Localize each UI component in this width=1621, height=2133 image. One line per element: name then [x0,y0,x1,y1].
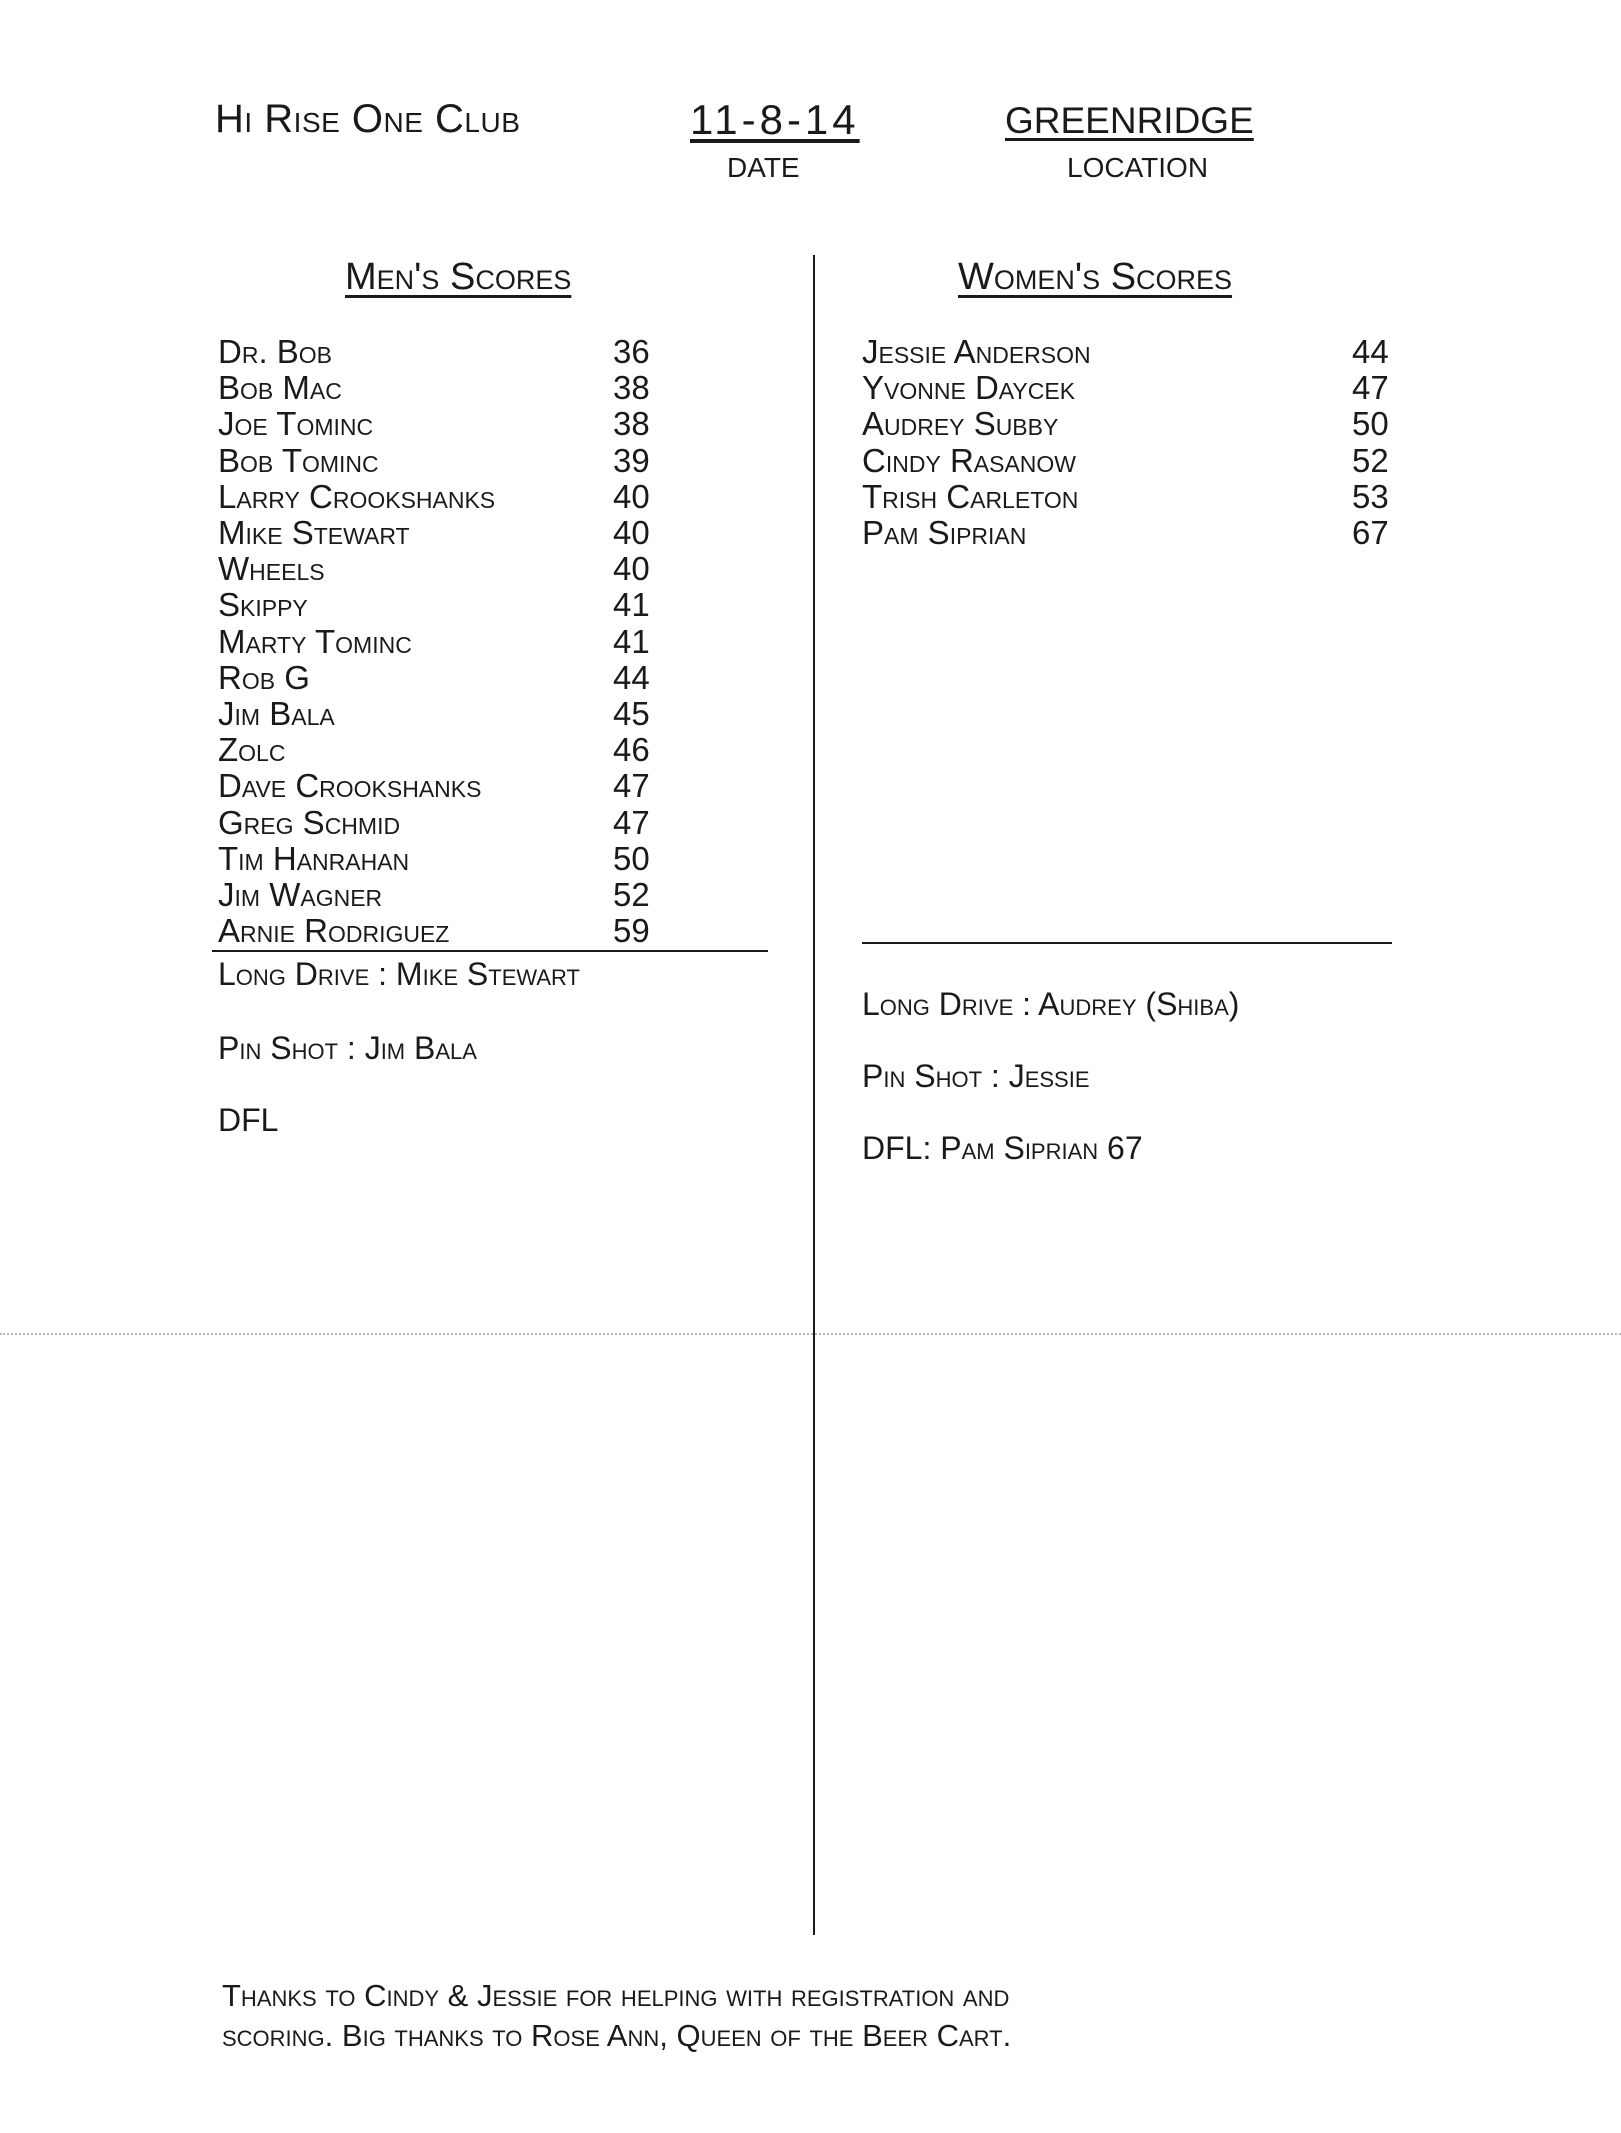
player-score: 47 [613,803,650,841]
player-score: 52 [613,875,650,913]
list-item [218,804,698,840]
list-item [218,660,698,696]
player-name: Tim Hanrahan [218,839,410,877]
list-item [862,334,1407,370]
player-name: Joe Tominc [218,405,374,443]
womens-list-rule [862,942,1392,944]
player-score: 44 [1352,333,1389,371]
player-score: 38 [613,405,650,443]
mens-score-list [218,334,698,949]
player-score: 47 [1352,369,1389,407]
footer-line-2: scoring. Big thanks to Rose Ann, Queen of the Beer Cart. [222,2018,1012,2053]
player-score: 40 [613,514,650,552]
player-score: 40 [613,477,650,515]
list-item [862,370,1407,406]
list-item [218,624,698,660]
list-item [862,443,1407,479]
list-item [218,696,698,732]
list-item [218,913,698,949]
footer-line-1: Thanks to Cindy & Jessie for helping with registration and [222,1978,1010,2013]
scan-dotted-line [0,1333,1621,1335]
player-name: Marty Tominc [218,622,412,660]
player-name: Trish Carleton [862,477,1079,515]
player-name: Wheels [218,550,325,588]
mens-dfl: DFL [218,1102,279,1138]
list-item [218,406,698,442]
list-item [862,406,1407,442]
player-score: 50 [1352,405,1389,443]
player-name: Dr. Bob [218,333,333,371]
player-score: 46 [613,731,650,769]
date-caption: DATE [727,152,800,183]
list-item [218,479,698,515]
list-item [218,515,698,551]
player-name: Audrey Subby [862,405,1059,443]
club-name: Hi Rise One Club [215,97,521,141]
event-date: 11-8-14 [690,96,860,143]
player-score: 53 [1352,477,1389,515]
list-item [218,877,698,913]
mens-pin-shot: Pin Shot : Jim Bala [218,1030,477,1066]
womens-long-drive: Long Drive : Audrey (Shiba) [862,986,1240,1022]
list-item [218,587,698,623]
player-name: Skippy [218,586,308,624]
player-name: Pam Siprian [862,514,1027,552]
mens-long-drive: Long Drive : Mike Stewart [218,956,580,992]
list-item [218,334,698,370]
list-item [218,370,698,406]
player-name: Jim Bala [218,694,335,732]
player-name: Larry Crookshanks [218,477,496,515]
player-name: Cindy Rasanow [862,441,1077,479]
player-name: Greg Schmid [218,803,401,841]
player-score: 41 [613,622,650,660]
womens-dfl: DFL: Pam Siprian 67 [862,1130,1143,1166]
player-score: 47 [613,767,650,805]
player-score: 41 [613,586,650,624]
womens-score-list [862,334,1407,551]
player-score: 36 [613,333,650,371]
list-item [862,515,1407,551]
player-name: Arnie Rodriguez [218,912,450,950]
player-name: Zolc [218,731,286,769]
player-score: 44 [613,658,650,696]
list-item [218,768,698,804]
player-name: Dave Crookshanks [218,767,482,805]
player-name: Mike Stewart [218,514,410,552]
womens-scores-title: Women's Scores [958,256,1233,298]
player-name: Yvonne Daycek [862,369,1076,407]
player-name: Jessie Anderson [862,333,1091,371]
mens-list-rule [212,950,768,952]
player-score: 52 [1352,441,1389,479]
player-score: 39 [613,441,650,479]
player-name: Jim Wagner [218,875,383,913]
player-name: Bob Tominc [218,441,379,479]
player-score: 67 [1352,514,1389,552]
player-name: Bob Mac [218,369,342,407]
womens-pin-shot: Pin Shot : Jessie [862,1058,1090,1094]
list-item [218,443,698,479]
event-location: GREENRIDGE [1005,100,1254,141]
list-item [862,479,1407,515]
player-score: 40 [613,550,650,588]
player-score: 45 [613,694,650,732]
list-item [218,732,698,768]
location-caption: LOCATION [1067,152,1209,183]
player-name: Rob G [218,658,310,696]
list-item [218,551,698,587]
player-score: 50 [613,839,650,877]
mens-scores-title: Men's Scores [345,256,572,298]
column-divider [813,255,815,1935]
footer-note [222,1976,1011,2056]
player-score: 38 [613,369,650,407]
list-item [218,841,698,877]
player-score: 59 [613,912,650,950]
